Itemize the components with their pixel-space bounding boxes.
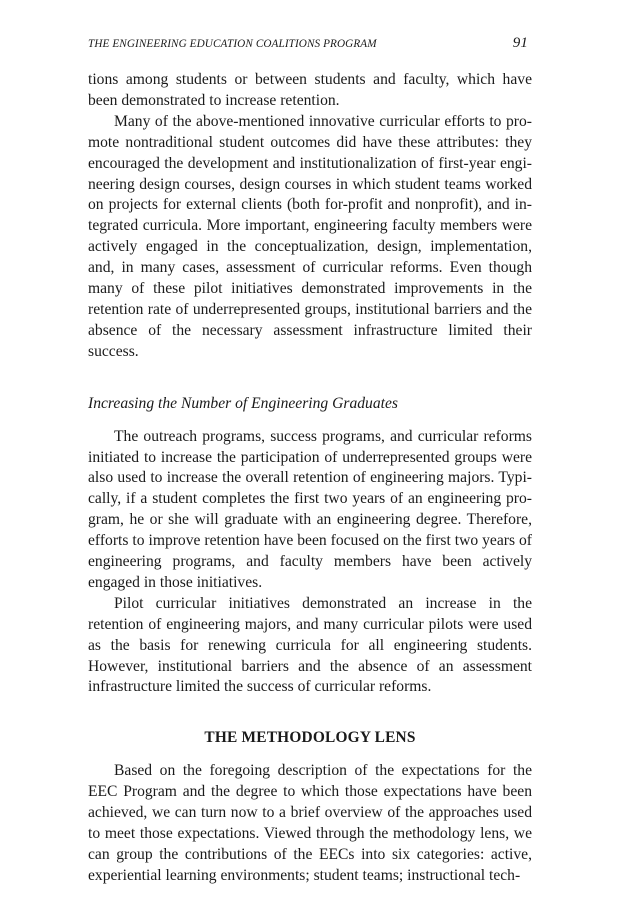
- section-heading: THE METHODOLOGY LENS: [204, 729, 416, 747]
- paragraph-curricular-efforts: Many of the above-mentioned innovative curricular efforts to promote nontraditional student outcomes did have these attributes: they encouraged the development and institutionalization of first-year engineering design courses, design courses in which student teams worked on projects for external clients (both for-profit and nonprofit), and integrated curricula. More important, engineering faculty members were actively engaged in the conceptualization, design, implementation, and, in many cases, assessment of curricular reforms. Even though many of these pilot initiatives demonstrated improvements in the retention rate of underrepresented groups, institutional barriers and the absence of the necessary assessment infrastructure limited their success.: [88, 112, 532, 360]
- paragraph-outreach-programs: The outreach programs, success programs, and curricular reforms initiated to increase the participation of underrepresented groups were also used to increase the overall retention of engineering majors. Typically, if a student completes the first two years of an engineering program, he or she will graduate with an engineering degree. Therefore, efforts to improve retention have been focused on the first two years of engineering programs, and faculty members have been actively engaged in those initiatives.: [88, 427, 532, 591]
- paragraph-pilot-initiatives: Pilot curricular initiatives demonstrated an increase in the retention of engineering majors, and many curricular pilots were used as the basis for renewing curricula for all engineering students. However, institutional barriers and the absence of an assessment infrastructure limited the success of curricular reforms.: [88, 594, 532, 696]
- paragraph-methodology: Based on the foregoing description of the expectations for the EEC Program and the degree to which those expectations have been achieved, we can turn now to a brief overview of the approaches used to meet those expectations. Viewed through the methodology lens, we can group the contributions of the EECs into six categories: active, experiential learning environments; student teams; instructional tech-: [88, 762, 532, 884]
- page-number: 91: [512, 35, 528, 51]
- subsection-heading: Increasing the Number of Engineering Graduates: [88, 394, 398, 412]
- body-text: [88, 70, 532, 887]
- running-title: THE ENGINEERING EDUCATION COALITIONS PROGRAM: [88, 38, 377, 50]
- paragraph-continuation: tions among students or between students and faculty, which have been demonstrated to increase retention.: [88, 71, 532, 109]
